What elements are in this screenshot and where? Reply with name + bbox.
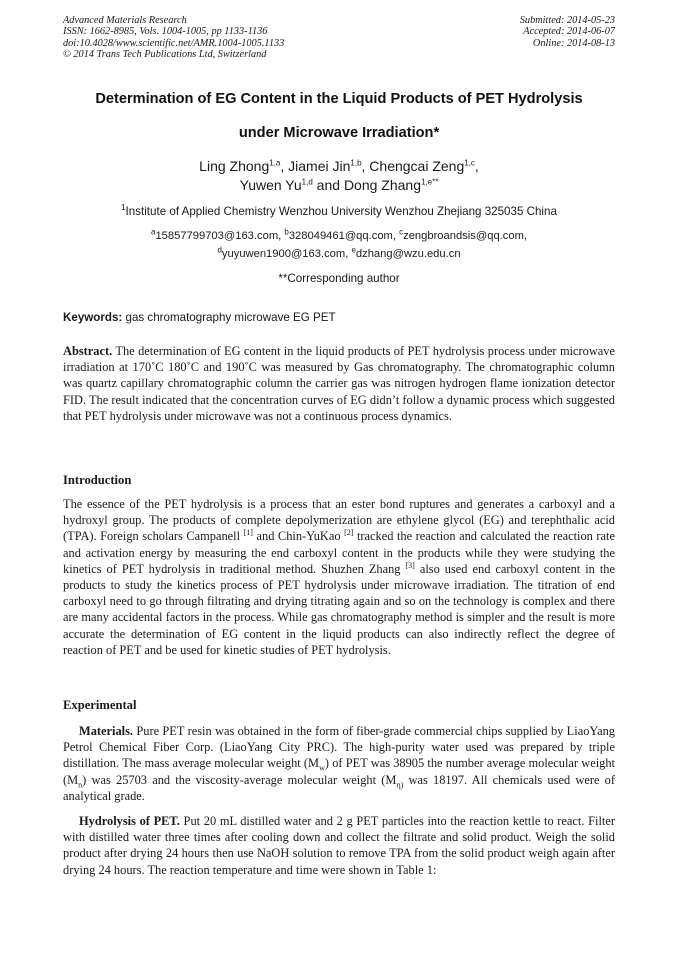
subscript-eta: η) — [396, 780, 404, 790]
author-name: Jiamei Jin — [288, 158, 351, 174]
experimental-heading: Experimental — [63, 698, 137, 712]
author-affiliation-mark: 1,b — [350, 158, 362, 168]
author-name: Yuwen Yu — [239, 177, 302, 193]
email-address[interactable]: zengbroandsis@qq.com, — [403, 230, 528, 242]
intro-text: tracked the reaction and calculated the reaction rate and activation energy by measuring the end carboxyl content in the products while they were studying the kinetics of PET hydrolysis in traditional method. Shuzhen Zhang — [63, 529, 615, 576]
journal-copyright: © 2014 Trans Tech Publications Ltd, Switzerland — [63, 49, 267, 61]
email-mark: a — [150, 227, 156, 237]
journal-name: Advanced Materials Research — [63, 15, 187, 26]
corresponding-author-note: **Corresponding author — [278, 272, 400, 285]
author-list-line-1 — [40, 157, 638, 176]
keywords-text: gas chromatography microwave EG PET — [122, 311, 336, 324]
affiliation-text: Institute of Applied Chemistry Wenzhou University Wenzhou Zhejiang 325035 China — [125, 205, 557, 218]
materials-text: Pure PET resin was obtained in the form of fiber-grade commercial chips supplied by LiaoYang Petrol Chemical Fiber Corp. (LiaoYang City PRC). The high-purity water used was prepared by triple distillation. The mass average molecular weight (M — [63, 724, 615, 771]
journal-header-right — [520, 15, 615, 49]
email-mark: c — [399, 227, 404, 237]
hydrolysis-paragraph — [63, 813, 615, 878]
citation-ref[interactable]: [3] — [405, 560, 415, 570]
hydrolysis-text: Put 20 mL distilled water and 2 g PET particles into the reaction kettle to react. Filter with distilled water three times after cooling down and collect the filtrate and solid product. Weigh the solid product after drying 24 hours then use NaOH solution to remove TPA from the solid product weigh again after drying 24 hours. The reaction temperature and time were shown in Table 1: — [63, 814, 615, 877]
online-date: Online: 2014-08-13 — [532, 37, 615, 49]
email-line-1 — [40, 227, 638, 242]
email-mark: b — [284, 227, 289, 237]
journal-header-left — [63, 15, 284, 61]
keywords-label: Keywords: — [63, 311, 123, 324]
accepted-date: Accepted: 2014-06-07 — [523, 26, 615, 38]
author-affiliation-mark: 1,a — [269, 158, 281, 168]
author-affiliation-mark: 1,e** — [421, 177, 439, 187]
author-name: Chengcai Zeng — [369, 158, 465, 174]
intro-text: The essence of the PET hydrolysis is a process that an ester bond ruptures and generates a carboxyl and a hydroxyl group. The products of complete depolymerization are ethylene glycol (EG) and terephthalic acid (TPA). Foreign scholars Campanell — [63, 497, 615, 544]
email-address[interactable]: dzhang@wzu.edu.cn — [355, 248, 461, 260]
author-separator: and — [312, 177, 344, 193]
abstract-label: Abstract. — [63, 344, 113, 358]
affiliation — [40, 205, 638, 218]
journal-issn: ISSN: 1662-8985, Vols. 1004-1005, pp 1133-1136 — [63, 26, 268, 38]
submitted-date: Submitted: 2014-05-23 — [519, 15, 615, 26]
author-separator: , — [361, 158, 370, 174]
introduction-heading: Introduction — [63, 473, 132, 487]
materials-label: Materials. — [79, 724, 134, 738]
affiliation-mark: 1 — [121, 203, 126, 213]
citation-ref[interactable]: [1] — [243, 528, 253, 538]
author-name: Ling Zhong — [199, 158, 270, 174]
keywords — [63, 311, 336, 324]
author-list-line-2 — [40, 176, 638, 195]
email-address[interactable]: 328049461@qq.com, — [288, 230, 400, 242]
email-address[interactable]: 15857799703@163.com, — [155, 230, 285, 242]
citation-ref[interactable]: [2] — [344, 528, 354, 538]
email-mark: e — [351, 245, 356, 255]
author-name: Dong Zhang — [343, 177, 421, 193]
materials-text: was 18197. All chemicals used were of analytical grade. — [63, 772, 615, 803]
author-separator: , — [474, 158, 479, 174]
author-affiliation-mark: 1,d — [301, 177, 313, 187]
hydrolysis-label: Hydrolysis of PET. — [79, 814, 180, 828]
abstract-text: The determination of EG content in the liquid products of PET hydrolysis process under microwave irradiation at 170˚C 180˚C and 190˚C was measured by Gas chromatography. The chromatographic column was quartz capillary chromatographic column the carrier gas was nitrogen hydrogen flame ionization detector FID. The result indicated that the concentration curves of EG didn’t follow a dynamic process which suggested that PET hydrolysis under microwave was not a continuous process dynamics. — [63, 344, 615, 423]
email-line-2 — [40, 245, 638, 260]
email-address[interactable]: yuyuwen1900@163.com, — [221, 248, 352, 260]
materials-text: ) was 25703 and the viscosity-average molecular weight (M — [82, 772, 397, 787]
paper-title-line-1: Determination of EG Content in the Liquid Products of PET Hydrolysis — [95, 91, 583, 107]
abstract-paragraph — [63, 343, 615, 424]
subscript-n: n — [78, 780, 83, 790]
materials-paragraph — [63, 723, 615, 804]
subscript-w: w — [319, 763, 325, 773]
author-separator: , — [280, 158, 289, 174]
journal-doi: doi:10.4028/www.scientific.net/AMR.1004-1005.1133 — [63, 37, 285, 49]
intro-text: also used end carboxyl content in the products to study the kinetics process of PET hydrolysis under microwave irradiation. The titration of end carboxyl need to go through filtrating and drying titrating again and so on the technology is complex and there are many accidental factors in the process. While gas chromatography method is simpler and the result is more accurate the determination of EG content in the liquid products can also indirectly reflect the degree of reaction of PET and be used for kinetic studies of PET hydrolysis. — [63, 561, 615, 657]
paper-title-line-2: under Microwave Irradiation* — [238, 125, 440, 141]
intro-text: and Chin-YuKao — [252, 529, 345, 544]
author-affiliation-mark: 1,c — [464, 158, 475, 168]
materials-text: ) of PET was 38905 the number average molecular weight (M — [63, 756, 615, 787]
email-mark: d — [217, 245, 222, 255]
introduction-paragraph — [63, 496, 615, 658]
